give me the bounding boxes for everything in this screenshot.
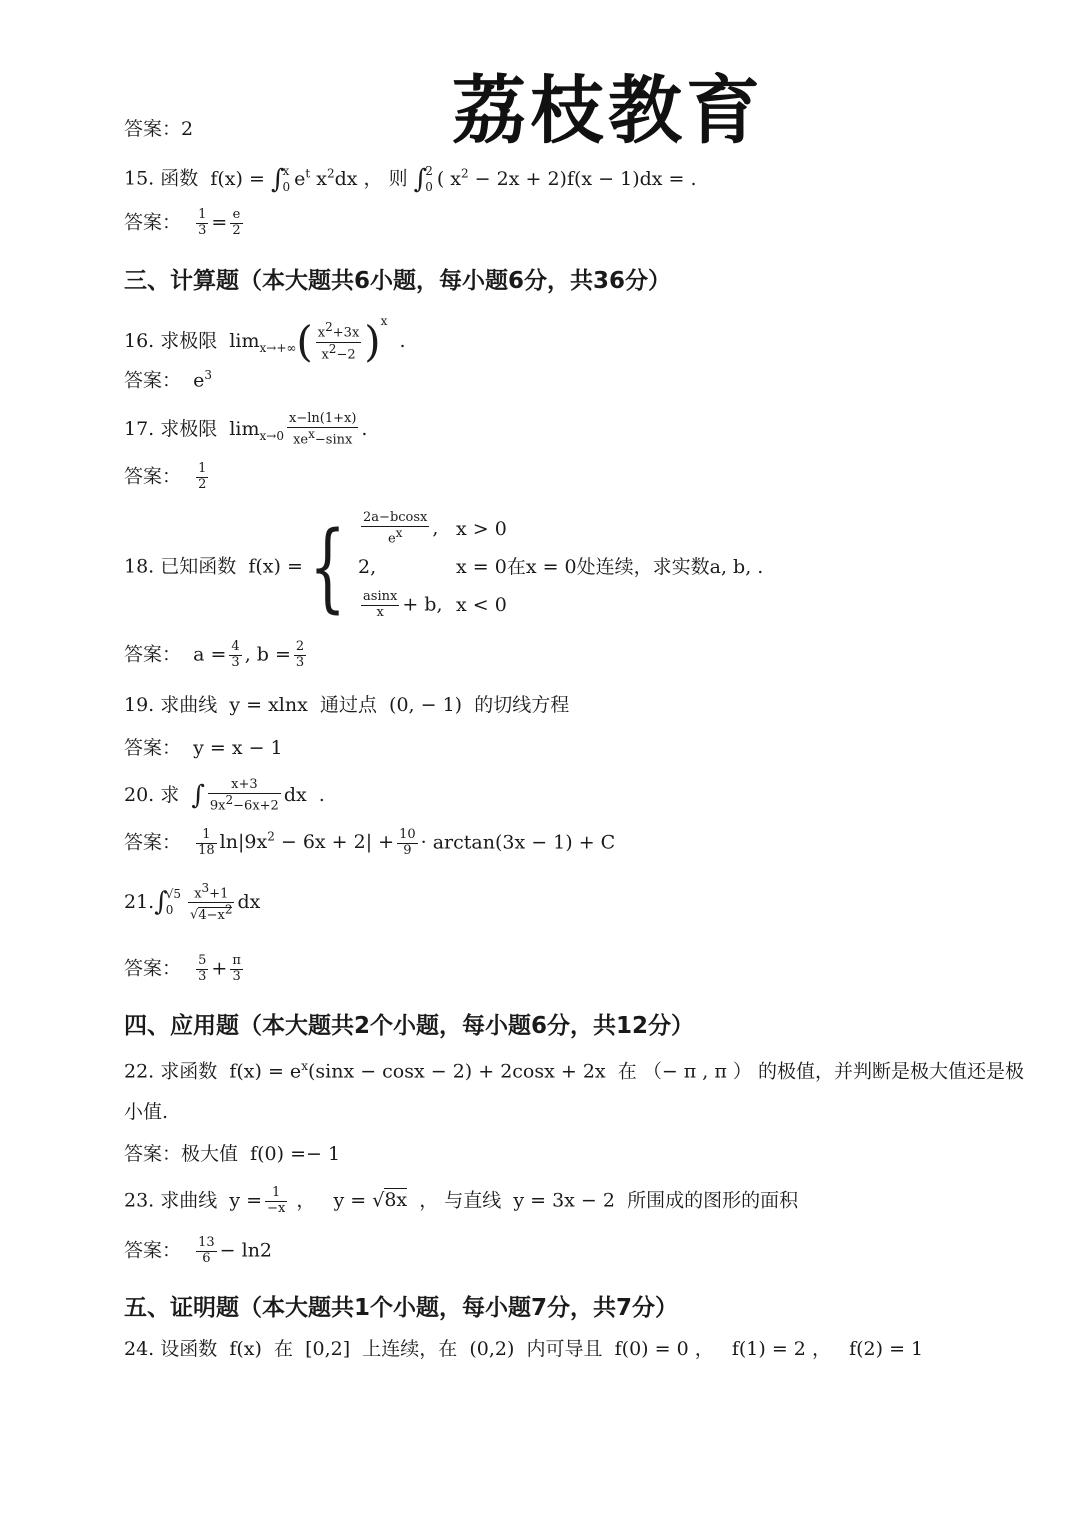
answer-16: 答案： $e^3$ bbox=[124, 368, 212, 392]
question-22-cont: 小值. bbox=[124, 1101, 169, 1123]
question-18: 18. 已知函数 f(x) ={ $\frac{2a-bcosx}{e^x}$ , x > 0 2, x = 0在x = 0 处连续，求实数a, b, . $\frac{asinx}{x}$ + b, x < 0 bbox=[124, 510, 764, 623]
section-5-heading: 五、证明题（本大题共1个小题，每小题7分，共7分） bbox=[124, 1295, 679, 1321]
section-4-heading: 四、应用题（本大题共2个小题，每小题6分，共12分） bbox=[124, 1013, 695, 1039]
question-22: 22. 求函数 $f(x) = e^x(\sin x - \cos x - 2) + 2\cos x + 2x$ 在 （− π , π ） 的极值，并判断是极大值还是极 bbox=[124, 1059, 1024, 1083]
answer-14: 答案：2 bbox=[124, 118, 194, 140]
question-15: 15. 函数 f(x) = ∫x 0 $e^t$ $x^2dx$ ， 则 ∫2 0 ( $x^2 - 2x + 2)f(x - 1)dx$ = . bbox=[124, 164, 697, 194]
section-3-heading: 三、计算题（本大题共6小题，每小题6分，共36分） bbox=[124, 268, 672, 294]
answer-20: 答案： $\frac{1}{18}$ $\ln|9x^2 - 6x + 2|$ + $\frac{10}{9}$ · arctan(3x − 1) + C bbox=[124, 827, 616, 858]
question-19: 19. 求曲线 y = xlnx 通过点 (0, − 1) 的切线方程 bbox=[124, 694, 570, 716]
question-16: 16. 求极限 $\lim_{x\to+\infty}$( $\frac{x^2+3x}{x^2-2}$ )$^x$ . bbox=[124, 314, 406, 366]
answer-21: 答案： $\frac{5}{3}$ + $\frac{\pi}{3}$ bbox=[124, 953, 241, 984]
question-23: 23. 求曲线 y = $\frac{1}{-x}$ ， y = √8x ， 与直线 y = 3x − 2 所围成的图形的面积 bbox=[124, 1185, 799, 1216]
answer-22: 答案：极大值 f(0) =− 1 bbox=[124, 1143, 341, 1165]
answer-18: 答案： a = $\frac{4}{3}$ , b = $\frac{2}{3}$ bbox=[124, 639, 305, 670]
question-21: 21.∫√5 0 $\frac{x^3+1}{√4-x^2}$ dx bbox=[124, 881, 261, 923]
answer-17: 答案： $\frac{1}{2}$ bbox=[124, 461, 207, 492]
logo: 荔枝教育 bbox=[452, 68, 764, 154]
answer-23: 答案： $\frac{13}{6}$ − ln2 bbox=[124, 1235, 273, 1266]
question-24: 24. 设函数 f(x) 在 [0,2] 上连续，在 (0,2) 内可导且 f(0) = 0 ， f(1) = 2 ， f(2) = 1 bbox=[124, 1338, 924, 1360]
question-17: 17. 求极限 $\lim_{x\to 0}$ $\frac{x-\ln(1+x)}{xe^x-\sin x}$ . bbox=[124, 411, 368, 448]
answer-15: 答案： $\frac{1}{3}$ = $\frac{e}{2}$ bbox=[124, 207, 241, 238]
answer-19: 答案： y = x − 1 bbox=[124, 737, 283, 759]
question-20: 20. 求 ∫ $\frac{x+3}{9x^2-6x+2}$ dx . bbox=[124, 777, 325, 814]
